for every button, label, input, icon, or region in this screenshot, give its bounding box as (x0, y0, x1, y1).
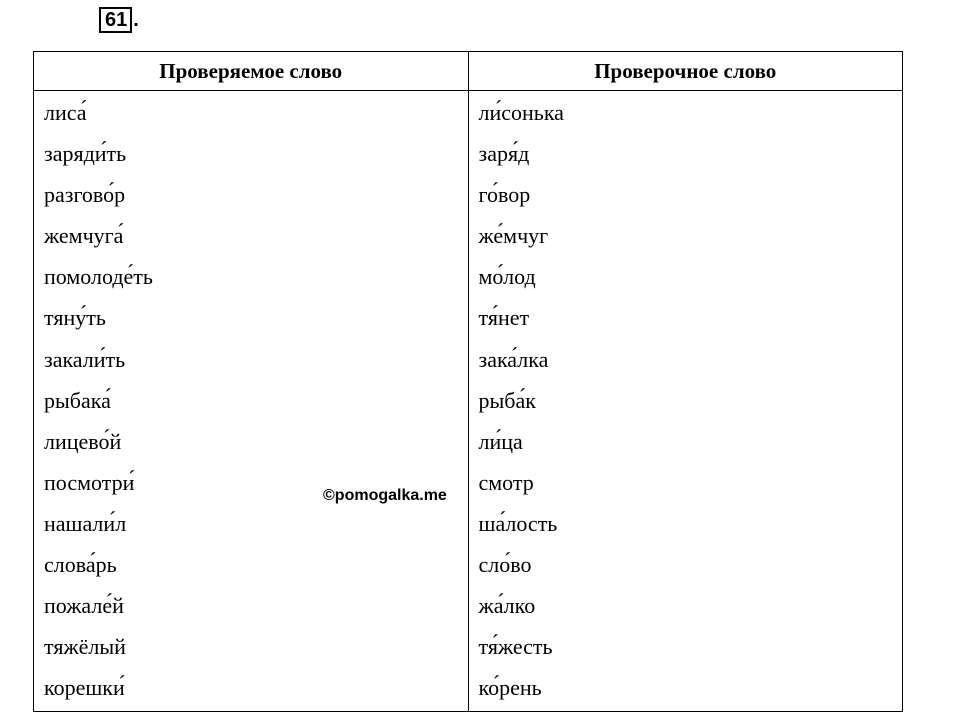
exercise-number-box: 61 (99, 7, 132, 33)
check-word: го́вор (478, 182, 531, 208)
check-word: жа́лко (478, 593, 536, 619)
check-word: рыба́к (478, 387, 536, 413)
check-word: мо́лод (478, 264, 536, 290)
checked-word: закали́ть (44, 346, 126, 372)
checked-word: посмотри́ (44, 469, 135, 495)
check-word: же́мчуг (478, 223, 549, 249)
check-word: ли́сонька (478, 100, 564, 125)
check-word: зака́лка (478, 346, 549, 372)
checked-word: лицево́й (44, 428, 122, 454)
checked-word: лиса́ (44, 100, 87, 125)
checked-words-column (34, 91, 469, 712)
checked-word: пожале́й (44, 593, 124, 619)
header-check-word: Проверочное слово (468, 52, 903, 91)
exercise-number-dot: . (133, 9, 139, 31)
check-words-column (468, 91, 903, 712)
check-word: заря́д (478, 141, 530, 167)
checked-word: помолоде́ть (44, 264, 153, 290)
checked-word: слова́рь (44, 552, 117, 578)
check-word: тя́нет (478, 305, 530, 331)
checked-word: рыбака́ (44, 387, 111, 413)
check-word: сло́во (478, 552, 532, 578)
check-word: ко́рень (478, 675, 542, 701)
checked-word: нашали́л (44, 510, 127, 536)
check-word: тя́жесть (478, 634, 553, 660)
checked-word: разгово́р (44, 182, 126, 208)
checked-word: тяжёлый (44, 634, 126, 660)
watermark: ©pomogalka.me (323, 487, 447, 504)
check-word: ша́лость (478, 510, 558, 536)
check-word: смотр (478, 469, 534, 495)
table-header-row (34, 52, 903, 91)
header-checked-word: Проверяемое слово (34, 52, 469, 91)
check-word: ли́ца (478, 428, 523, 454)
checked-word: корешки́ (44, 675, 125, 701)
checked-word: тяну́ть (44, 305, 106, 331)
word-table (33, 51, 903, 712)
checked-word: жемчуга́ (44, 223, 124, 249)
exercise-number (99, 7, 139, 33)
checked-word: заряди́ть (44, 141, 127, 167)
